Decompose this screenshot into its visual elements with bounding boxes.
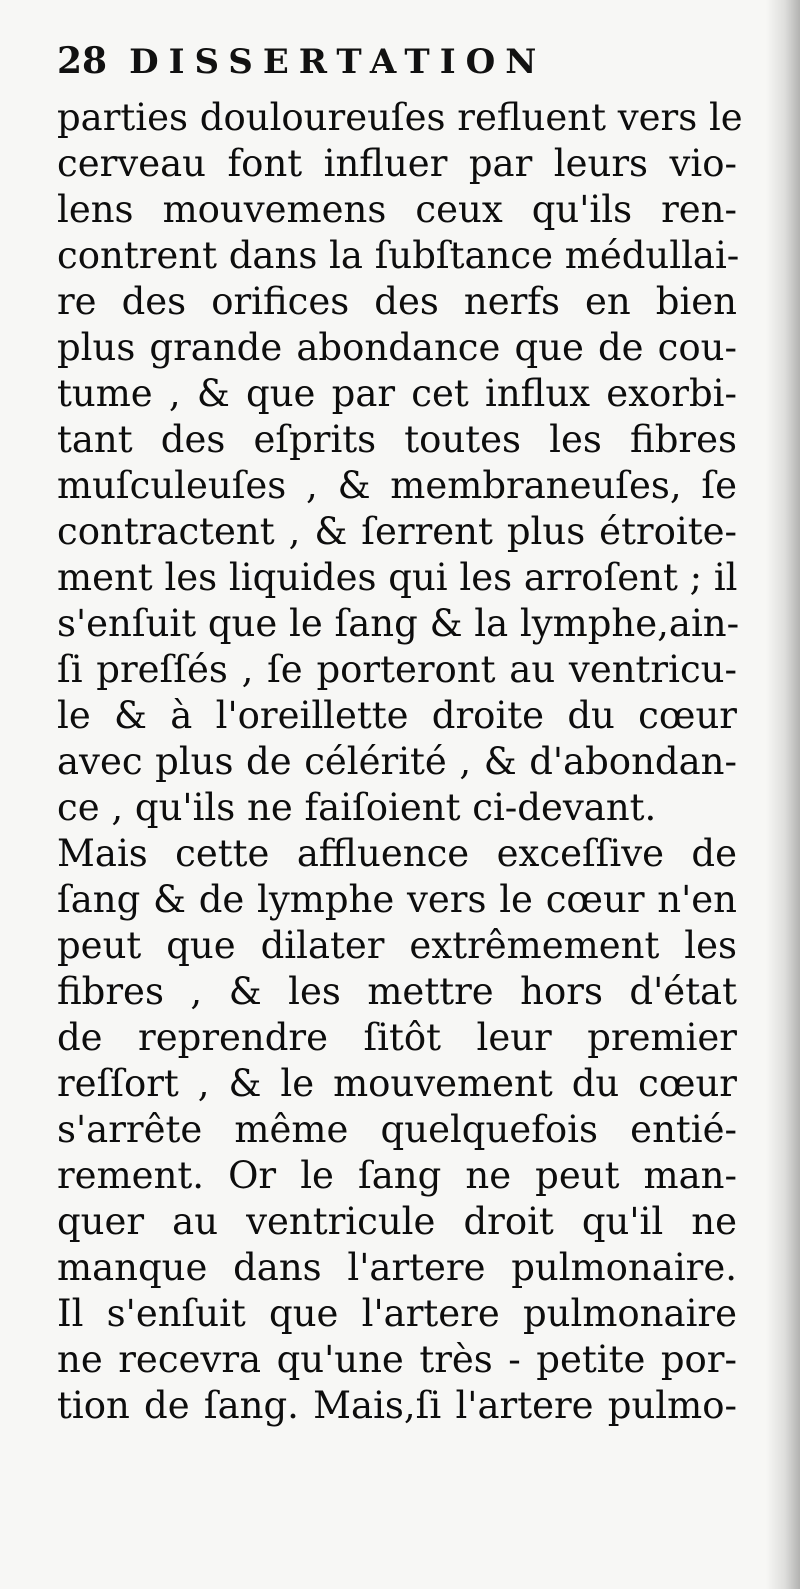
text-line: contractent , & ſerrent plus étroite-: [57, 510, 737, 553]
text-line: ment les liquides qui les arroſent ; il: [57, 556, 738, 599]
text-line: lens mouvemens ceux qu'ils ren-: [57, 188, 737, 231]
text-line: le & à l'oreillette droite du cœur: [57, 694, 737, 737]
page-edge-shadow: [766, 0, 800, 1589]
text-line: tion de ſang. Mais,ſi l'artere pulmo-: [57, 1384, 737, 1427]
text-line: ne recevra qu'une très - petite por-: [57, 1338, 737, 1381]
text-line: peut que dilater extrêmement les: [57, 924, 737, 967]
text-line: s'arrête même quelquefois entié-: [57, 1108, 737, 1151]
text-line: ſi preſſés , ſe porteront au ventricu-: [57, 648, 737, 691]
text-line: quer au ventricule droit qu'il ne: [57, 1200, 737, 1243]
text-line: rement. Or le ſang ne peut man-: [57, 1154, 737, 1197]
text-line: de reprendre ſitôt leur premier: [57, 1016, 737, 1059]
text-line: reſſort , & le mouvement du cœur: [57, 1062, 737, 1105]
show-through-text: [70, 1430, 670, 1550]
body-text: [57, 95, 743, 1429]
text-line: Il s'enſuit que l'artere pulmonaire: [57, 1292, 737, 1335]
text-line: tant des eſprits toutes les fibres: [57, 418, 737, 461]
text-line: muſculeuſes , & membraneuſes, ſe: [57, 464, 737, 507]
page-header: [57, 40, 617, 96]
text-line: ſang & de lymphe vers le cœur n'en: [57, 878, 737, 921]
text-line: tume , & que par cet influx exorbi-: [57, 372, 737, 415]
page-number: 28: [57, 40, 108, 82]
text-line: s'enſuit que le ſang & la lymphe,ain-: [57, 602, 740, 645]
text-line: fibres , & les mettre hors d'état: [57, 970, 737, 1013]
text-line: plus grande abondance que de cou-: [57, 326, 737, 369]
text-line: cerveau font influer par leurs vio-: [57, 142, 737, 185]
text-line: contrent dans la ſubſtance médullai-: [57, 234, 740, 277]
text-line: manque dans l'artere pulmonaire.: [57, 1246, 737, 1289]
text-line: re des orifices des nerfs en bien: [57, 280, 737, 323]
text-line: ce , qu'ils ne faiſoient ci-devant.: [57, 786, 657, 829]
running-head: DISSERTATION: [129, 42, 547, 82]
text-line: avec plus de célérité , & d'abondan-: [57, 740, 737, 783]
text-line: parties douloureuſes refluent vers le: [57, 96, 743, 139]
text-line: Mais cette affluence exceſſive de: [57, 832, 737, 875]
